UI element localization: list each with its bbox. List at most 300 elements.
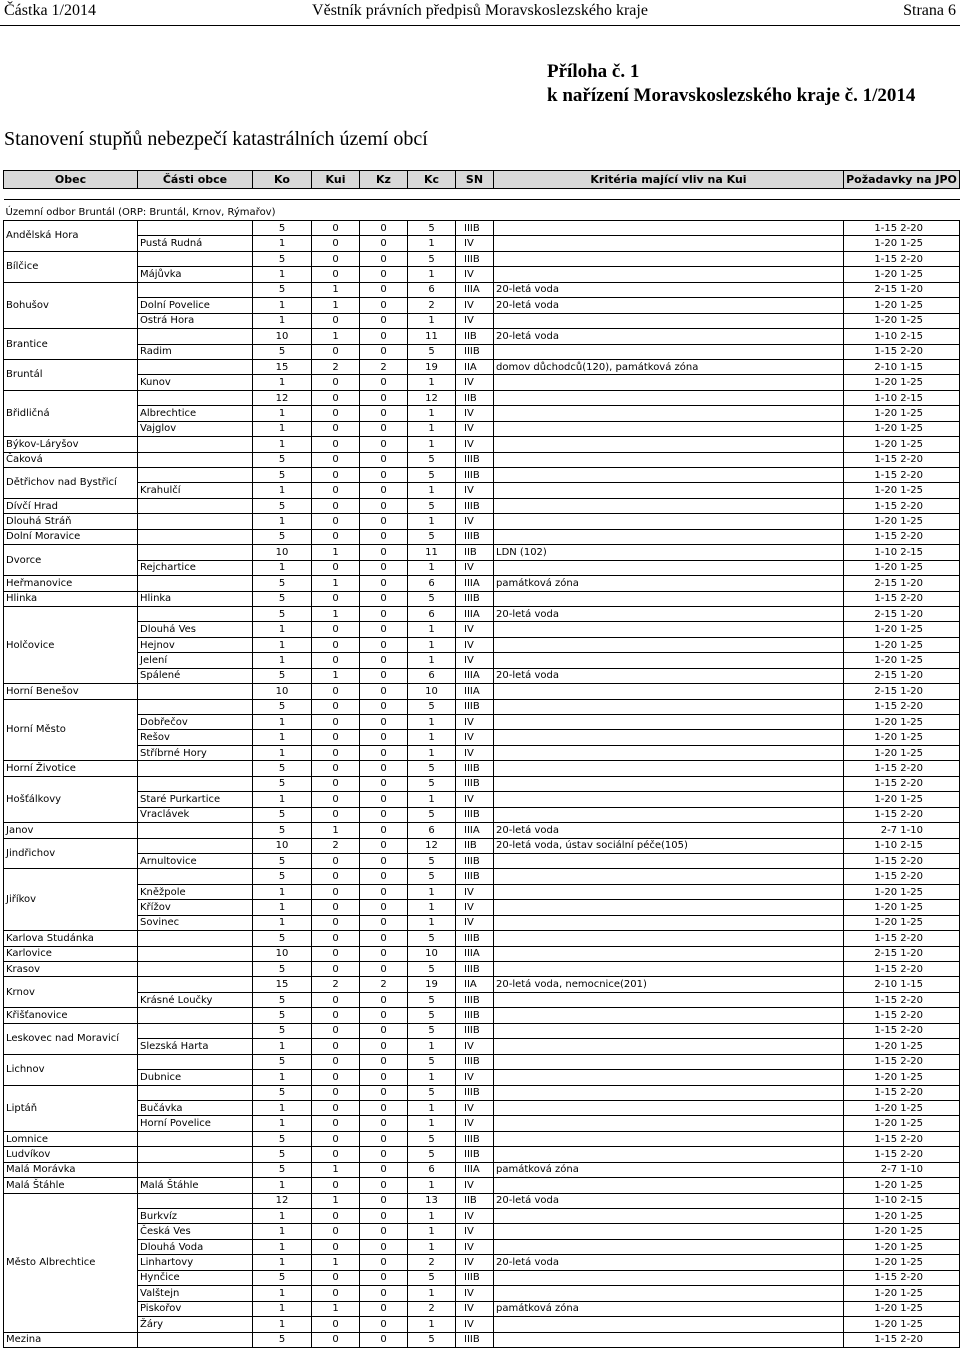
cell-kui: 0 [312, 421, 360, 436]
cell-ko: 12 [253, 390, 312, 405]
table-row [4, 1085, 960, 1100]
column-header: Ko [253, 171, 312, 189]
cell-kc: 5 [408, 1008, 456, 1023]
cell-obec: Horní Město [4, 699, 138, 761]
cell-kui: 0 [312, 1332, 360, 1347]
cell-kui: 0 [312, 344, 360, 359]
cell-sn: IIIB [456, 221, 494, 236]
table-row [4, 853, 960, 868]
column-header: Části obce [138, 171, 253, 189]
cell-kz: 0 [360, 468, 408, 483]
cell-requirements: 1-15 2-20 [844, 807, 960, 822]
cell-ko: 10 [253, 946, 312, 961]
cell-requirements: 1-20 1-25 [844, 730, 960, 745]
cell-ko: 15 [253, 359, 312, 374]
table-row [4, 1116, 960, 1131]
cell-ko: 1 [253, 745, 312, 760]
cell-sn: IV [456, 1286, 494, 1301]
cell-kz: 0 [360, 853, 408, 868]
cell-cast [138, 1054, 253, 1069]
cell-cast: Žáry [138, 1317, 253, 1332]
column-header: Kritéria mající vliv na Kui [494, 171, 844, 189]
cell-ko: 5 [253, 869, 312, 884]
cell-kc: 2 [408, 1255, 456, 1270]
cell-cast [138, 359, 253, 374]
table-row [4, 823, 960, 838]
cell-criteria [494, 622, 844, 637]
cell-sn: IIA [456, 359, 494, 374]
cell-kc: 10 [408, 684, 456, 699]
attachment-line-2: k nařízení Moravskoslezského kraje č. 1/2014 [547, 85, 916, 106]
cell-kui: 0 [312, 406, 360, 421]
cell-kc: 5 [408, 807, 456, 822]
cell-ko: 1 [253, 1039, 312, 1054]
cell-kui: 1 [312, 1193, 360, 1208]
table-row [4, 1023, 960, 1038]
cell-kz: 0 [360, 915, 408, 930]
cell-criteria [494, 452, 844, 467]
cell-kc: 5 [408, 699, 456, 714]
cell-criteria [494, 1286, 844, 1301]
cell-requirements: 1-20 1-25 [844, 1239, 960, 1254]
cell-kui: 1 [312, 823, 360, 838]
table-row [4, 900, 960, 915]
cell-kz: 0 [360, 545, 408, 560]
cell-obec: Holčovice [4, 606, 138, 683]
cell-cast: Horní Povelice [138, 1116, 253, 1131]
cell-kz: 0 [360, 591, 408, 606]
cell-kui: 0 [312, 1085, 360, 1100]
cell-kc: 1 [408, 622, 456, 637]
cell-kc: 1 [408, 745, 456, 760]
table-row [4, 668, 960, 683]
cell-kui: 0 [312, 776, 360, 791]
cell-kui: 0 [312, 1270, 360, 1285]
cell-ko: 1 [253, 267, 312, 282]
cell-requirements: 1-15 2-20 [844, 529, 960, 544]
cell-kui: 0 [312, 390, 360, 405]
cell-criteria [494, 437, 844, 452]
cell-kz: 0 [360, 1039, 408, 1054]
cell-kz: 0 [360, 375, 408, 390]
cell-requirements: 2-15 1-20 [844, 282, 960, 297]
cell-requirements: 1-15 2-20 [844, 1332, 960, 1347]
cell-kz: 0 [360, 1147, 408, 1162]
cell-kc: 11 [408, 329, 456, 344]
cell-sn: IIIB [456, 1332, 494, 1347]
cell-obec: Jindřichov [4, 838, 138, 869]
cell-kui: 1 [312, 1162, 360, 1177]
cell-ko: 5 [253, 992, 312, 1007]
table-row [4, 1131, 960, 1146]
cell-kui: 0 [312, 236, 360, 251]
cell-kui: 1 [312, 298, 360, 313]
cell-cast: Dlouhá Voda [138, 1239, 253, 1254]
cell-kui: 0 [312, 1070, 360, 1085]
cell-cast: Pustá Rudná [138, 236, 253, 251]
cell-ko: 5 [253, 576, 312, 591]
cell-ko: 1 [253, 1317, 312, 1332]
cell-criteria [494, 1116, 844, 1131]
cell-criteria [494, 1178, 844, 1193]
cell-cast: Dubnice [138, 1070, 253, 1085]
cell-kz: 0 [360, 1270, 408, 1285]
cell-kui: 0 [312, 637, 360, 652]
cell-cast [138, 498, 253, 513]
cell-requirements: 1-15 2-20 [844, 853, 960, 868]
cell-requirements: 1-20 1-25 [844, 421, 960, 436]
cell-ko: 1 [253, 653, 312, 668]
cell-obec: Krnov [4, 977, 138, 1008]
cell-ko: 5 [253, 1008, 312, 1023]
cell-cast: Burkvíz [138, 1209, 253, 1224]
cell-kui: 0 [312, 684, 360, 699]
cell-kui: 0 [312, 1100, 360, 1115]
cell-requirements: 1-15 2-20 [844, 1054, 960, 1069]
cell-kui: 0 [312, 869, 360, 884]
cell-cast: Kněžpole [138, 884, 253, 899]
cell-kui: 0 [312, 313, 360, 328]
cell-kz: 0 [360, 869, 408, 884]
cell-ko: 1 [253, 900, 312, 915]
cell-kc: 5 [408, 1131, 456, 1146]
cell-sn: IIIB [456, 1085, 494, 1100]
cell-kc: 1 [408, 1178, 456, 1193]
cell-criteria: 20-letá voda [494, 1255, 844, 1270]
cell-cast: Jelení [138, 653, 253, 668]
cell-sn: IIIB [456, 251, 494, 266]
cell-kui: 0 [312, 437, 360, 452]
cell-kz: 2 [360, 977, 408, 992]
cell-kui: 0 [312, 745, 360, 760]
attachment-line-1: Příloha č. 1 [547, 61, 640, 82]
cell-criteria: 20-letá voda [494, 298, 844, 313]
cell-obec: Bruntál [4, 359, 138, 390]
table-row [4, 251, 960, 266]
cell-criteria [494, 498, 844, 513]
cell-requirements: 1-20 1-25 [844, 560, 960, 575]
cell-requirements: 1-15 2-20 [844, 498, 960, 513]
cell-sn: IIIB [456, 761, 494, 776]
table-row [4, 298, 960, 313]
cell-cast: Krásné Loučky [138, 992, 253, 1007]
cell-kc: 1 [408, 915, 456, 930]
cell-kz: 0 [360, 529, 408, 544]
cell-ko: 5 [253, 1085, 312, 1100]
cell-kui: 0 [312, 931, 360, 946]
cell-sn: IV [456, 792, 494, 807]
cell-ko: 1 [253, 792, 312, 807]
cell-requirements: 1-20 1-25 [844, 1070, 960, 1085]
cell-ko: 1 [253, 1239, 312, 1254]
cell-kz: 0 [360, 715, 408, 730]
cell-sn: IIA [456, 977, 494, 992]
cell-requirements: 1-15 2-20 [844, 452, 960, 467]
cell-kz: 0 [360, 653, 408, 668]
cell-kc: 1 [408, 1100, 456, 1115]
cell-obec: Bílčice [4, 251, 138, 282]
cell-sn: IIB [456, 329, 494, 344]
cell-requirements: 1-10 2-15 [844, 545, 960, 560]
cell-kui: 0 [312, 715, 360, 730]
cell-requirements: 1-15 2-20 [844, 468, 960, 483]
cell-ko: 5 [253, 962, 312, 977]
cell-kz: 0 [360, 1209, 408, 1224]
table-row [4, 1270, 960, 1285]
cell-requirements: 1-20 1-25 [844, 514, 960, 529]
cell-kc: 1 [408, 730, 456, 745]
cell-kc: 1 [408, 1039, 456, 1054]
cell-kz: 0 [360, 730, 408, 745]
cell-ko: 10 [253, 838, 312, 853]
cell-requirements: 1-20 1-25 [844, 792, 960, 807]
cell-obec: Jiříkov [4, 869, 138, 931]
cell-ko: 10 [253, 684, 312, 699]
journal-title: Věstník právních předpisů Moravskoslezského kraje [312, 2, 648, 19]
table-row [4, 529, 960, 544]
cell-kz: 0 [360, 1131, 408, 1146]
cell-criteria [494, 406, 844, 421]
table-row [4, 1224, 960, 1239]
table-row [4, 946, 960, 961]
cell-requirements: 1-20 1-25 [844, 406, 960, 421]
cell-kc: 5 [408, 468, 456, 483]
cell-kc: 1 [408, 406, 456, 421]
cell-kui: 0 [312, 915, 360, 930]
table-row [4, 869, 960, 884]
table-row [4, 1209, 960, 1224]
cell-requirements: 2-15 1-20 [844, 606, 960, 621]
table-row [4, 560, 960, 575]
cell-cast [138, 545, 253, 560]
cell-cast: Sovinec [138, 915, 253, 930]
cell-kui: 0 [312, 375, 360, 390]
cell-ko: 1 [253, 1116, 312, 1131]
cell-obec: Ludvíkov [4, 1147, 138, 1162]
cell-requirements: 1-15 2-20 [844, 1023, 960, 1038]
cell-cast: Vajglov [138, 421, 253, 436]
cell-kui: 0 [312, 498, 360, 513]
cell-kz: 0 [360, 452, 408, 467]
cell-kz: 0 [360, 406, 408, 421]
cell-criteria [494, 869, 844, 884]
cell-kui: 0 [312, 1147, 360, 1162]
cell-criteria [494, 1023, 844, 1038]
cell-kz: 0 [360, 221, 408, 236]
table-row [4, 606, 960, 621]
cell-kz: 0 [360, 313, 408, 328]
cell-obec: Krasov [4, 962, 138, 977]
cell-criteria [494, 251, 844, 266]
cell-requirements: 1-15 2-20 [844, 344, 960, 359]
cell-sn: IV [456, 560, 494, 575]
cell-kc: 1 [408, 1116, 456, 1131]
cell-kz: 0 [360, 1085, 408, 1100]
cell-requirements: 1-20 1-25 [844, 1209, 960, 1224]
cell-obec: Janov [4, 823, 138, 838]
cell-kz: 0 [360, 1054, 408, 1069]
table-row [4, 514, 960, 529]
cell-kui: 0 [312, 591, 360, 606]
column-header: Kc [408, 171, 456, 189]
cell-sn: IIIB [456, 853, 494, 868]
cell-kz: 0 [360, 298, 408, 313]
cell-kui: 0 [312, 529, 360, 544]
cell-sn: IIIB [456, 1023, 494, 1038]
cell-ko: 5 [253, 1023, 312, 1038]
cell-sn: IV [456, 1039, 494, 1054]
cell-criteria [494, 236, 844, 251]
cell-obec: Brantice [4, 329, 138, 360]
cell-criteria [494, 344, 844, 359]
table-row [4, 421, 960, 436]
cell-kui: 0 [312, 730, 360, 745]
cell-sn: IIIB [456, 992, 494, 1007]
cell-criteria [494, 1147, 844, 1162]
table-row [4, 468, 960, 483]
table-row [4, 576, 960, 591]
cell-ko: 1 [253, 1178, 312, 1193]
cell-kui: 1 [312, 329, 360, 344]
table-row [4, 329, 960, 344]
cell-kui: 0 [312, 514, 360, 529]
cell-obec: Dívčí Hrad [4, 498, 138, 513]
cell-requirements: 1-15 2-20 [844, 1131, 960, 1146]
table-row [4, 437, 960, 452]
cell-kz: 0 [360, 668, 408, 683]
cell-kui: 0 [312, 1116, 360, 1131]
table-row [4, 282, 960, 297]
document-title: Stanovení stupňů nebezpečí katastrálních území obcí [4, 128, 428, 150]
cell-cast [138, 699, 253, 714]
cell-ko: 5 [253, 344, 312, 359]
cell-ko: 1 [253, 884, 312, 899]
cell-ko: 5 [253, 282, 312, 297]
cell-obec: Křišťanovice [4, 1008, 138, 1023]
cell-cast [138, 329, 253, 344]
cell-ko: 1 [253, 437, 312, 452]
cell-kz: 0 [360, 498, 408, 513]
cell-cast: Piskořov [138, 1301, 253, 1316]
cell-kc: 1 [408, 792, 456, 807]
table-body [4, 189, 960, 1348]
cell-kz: 0 [360, 1023, 408, 1038]
cell-ko: 1 [253, 1070, 312, 1085]
region-row [4, 200, 960, 221]
cell-requirements: 1-20 1-25 [844, 267, 960, 282]
cell-obec: Hlinka [4, 591, 138, 606]
cell-criteria [494, 715, 844, 730]
cell-sn: IV [456, 1239, 494, 1254]
cell-cast [138, 437, 253, 452]
cell-kui: 0 [312, 653, 360, 668]
cell-ko: 5 [253, 807, 312, 822]
cell-obec: Heřmanovice [4, 576, 138, 591]
cell-obec: Malá Štáhle [4, 1178, 138, 1193]
cell-kui: 1 [312, 606, 360, 621]
cell-kc: 5 [408, 1054, 456, 1069]
cell-criteria: LDN (102) [494, 545, 844, 560]
cell-kc: 5 [408, 776, 456, 791]
cell-kz: 0 [360, 1008, 408, 1023]
cell-criteria [494, 591, 844, 606]
cell-criteria [494, 1008, 844, 1023]
cell-kui: 0 [312, 992, 360, 1007]
cell-criteria [494, 1270, 844, 1285]
cell-kui: 0 [312, 1317, 360, 1332]
cell-kz: 0 [360, 329, 408, 344]
cell-kz: 0 [360, 622, 408, 637]
cell-criteria [494, 221, 844, 236]
cell-ko: 5 [253, 498, 312, 513]
cell-kui: 1 [312, 282, 360, 297]
cell-cast: Hejnov [138, 637, 253, 652]
cell-obec: Hošťálkovy [4, 776, 138, 822]
cell-ko: 1 [253, 375, 312, 390]
cell-cast: Májůvka [138, 267, 253, 282]
cell-cast: Slezská Harta [138, 1039, 253, 1054]
cell-ko: 5 [253, 468, 312, 483]
cell-ko: 1 [253, 637, 312, 652]
cell-cast: Kunov [138, 375, 253, 390]
cell-kui: 0 [312, 1209, 360, 1224]
cell-sn: IV [456, 1301, 494, 1316]
cell-ko: 5 [253, 761, 312, 776]
cell-criteria [494, 1332, 844, 1347]
cell-kc: 1 [408, 560, 456, 575]
table-row [4, 1100, 960, 1115]
cell-kc: 1 [408, 514, 456, 529]
cell-criteria [494, 853, 844, 868]
cell-criteria [494, 529, 844, 544]
cell-criteria [494, 468, 844, 483]
cell-requirements: 1-20 1-25 [844, 298, 960, 313]
cell-kz: 0 [360, 1239, 408, 1254]
cell-ko: 1 [253, 622, 312, 637]
column-header: SN [456, 171, 494, 189]
cell-ko: 1 [253, 1224, 312, 1239]
cell-sn: IIIB [456, 344, 494, 359]
cell-cast [138, 684, 253, 699]
table-row [4, 807, 960, 822]
cell-criteria [494, 915, 844, 930]
cell-ko: 5 [253, 1162, 312, 1177]
cell-requirements: 1-20 1-25 [844, 900, 960, 915]
table-row [4, 745, 960, 760]
header-rule [0, 25, 960, 26]
cell-kz: 0 [360, 946, 408, 961]
cell-cast [138, 1085, 253, 1100]
cell-criteria [494, 653, 844, 668]
cell-obec: Bohušov [4, 282, 138, 328]
cell-cast: Malá Štáhle [138, 1178, 253, 1193]
table-row [4, 1054, 960, 1069]
table-row [4, 977, 960, 992]
cell-sn: IV [456, 915, 494, 930]
cell-kz: 0 [360, 1286, 408, 1301]
cell-sn: IV [456, 622, 494, 637]
page-number: Strana 6 [903, 2, 956, 19]
cell-criteria: 20-letá voda, ústav sociální péče(105) [494, 838, 844, 853]
cell-criteria [494, 1209, 844, 1224]
cell-cast [138, 606, 253, 621]
cell-criteria [494, 390, 844, 405]
cell-cast: Česká Ves [138, 1224, 253, 1239]
cell-ko: 5 [253, 931, 312, 946]
cell-requirements: 2-15 1-20 [844, 684, 960, 699]
table-row [4, 1255, 960, 1270]
cell-requirements: 1-15 2-20 [844, 869, 960, 884]
